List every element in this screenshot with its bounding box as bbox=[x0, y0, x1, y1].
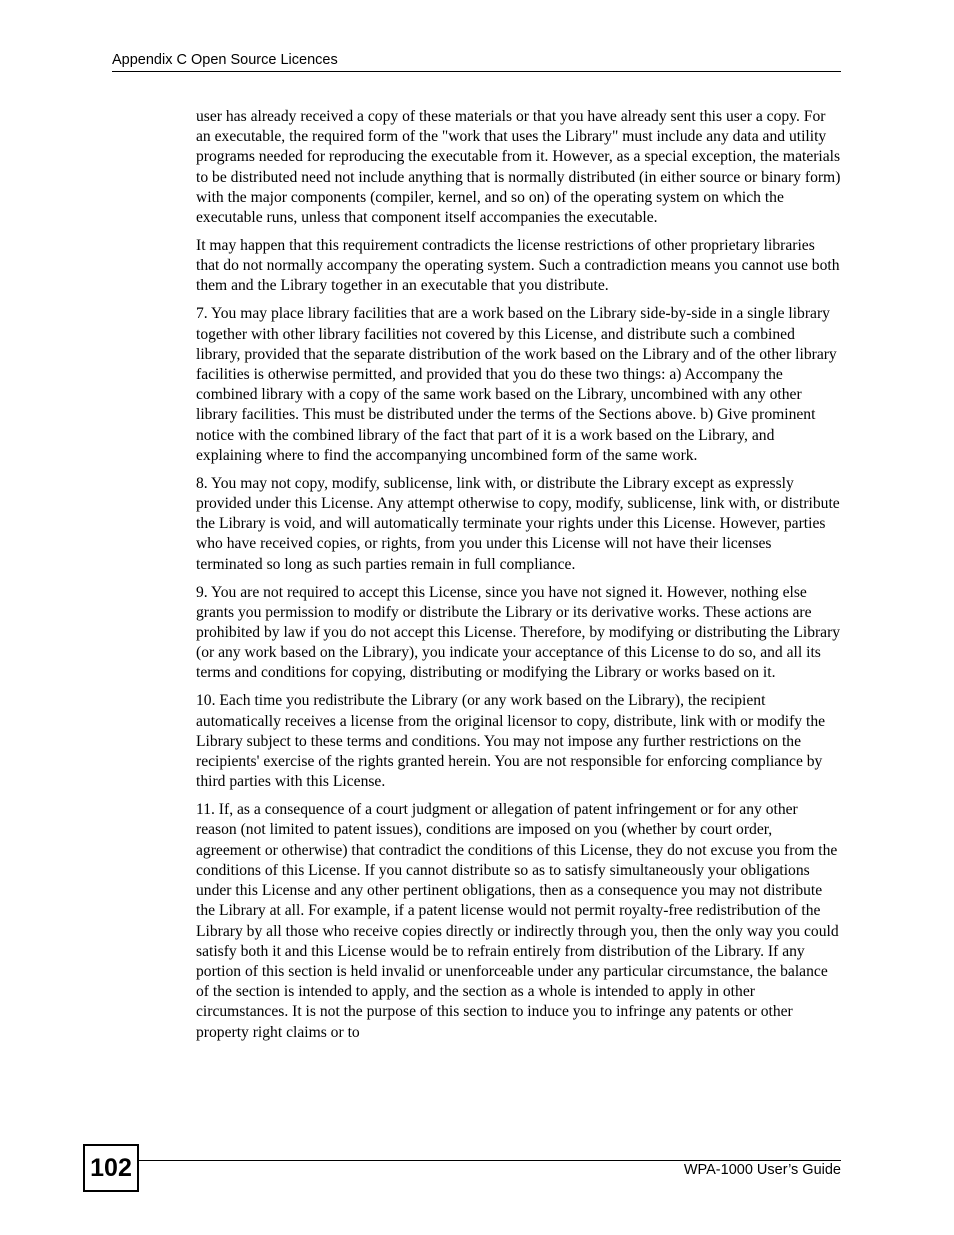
paragraph-section-11: 11. If, as a consequence of a court judgment or allegation of patent infringement or for any other reason (not limited to patent issues), conditions are imposed on you (whether by court order, agreement or otherwise) that contradict the conditions of this License, they do not excuse you from the conditions of this License. If you cannot distribute so as to satisfy simultaneously your obligations under this License and any other pertinent obligations, then as a consequence you may not distribute the Library at all. For example, if a patent license would not permit royalty-free redistribution of the Library by all those who receive copies directly or indirectly through you, then the only way you could satisfy both it and this License would be to refrain entirely from distribution of the Library. If any portion of this section is held invalid or unenforceable under any particular circumstance, the balance of the section is intended to apply, and the section as a whole is intended to apply in other circumstances. It is not the purpose of this section to induce you to infringe any patents or other property right claims or to bbox=[196, 801, 839, 1041]
license-body bbox=[196, 107, 841, 1051]
paragraph-section-7: 7. You may place library facilities that are a work based on the Library side-by-side in a single library together with other library facilities not covered by this License, and distribute such a combined library, provided that the separate distribution of the work based on the Library and of the other library facilities is otherwise permitted, and provided that you do these two things: a) Accompany the combined library with a copy of the same work based on the Library, uncombined with any other library facilities. This must be distributed under the terms of the Sections above. b) Give prominent notice with the combined library of the fact that part of it is a work based on the Library, and explaining where to find the accompanying uncombined form of the same work. bbox=[196, 305, 837, 464]
paragraph-section-10: 10. Each time you redistribute the Library (or any work based on the Library), the recipient automatically receives a license from the original licensor to copy, distribute, link with or modify the Library subject to these terms and conditions. You may not impose any further restrictions on the recipients' exercise of the rights granted herein. You are not responsible for enforcing compliance by third parties with this License. bbox=[196, 692, 826, 791]
paragraph-section-8: 8. You may not copy, modify, sublicense, link with, or distribute the Library except as expressly provided under this License. Any attempt otherwise to copy, modify, sublicense, link with, or distribute the Library is void, and will automatically terminate your rights under this License. However, parties who have received copies, or rights, from you under this License will not have their licenses terminated so long as such parties remain in full compliance. bbox=[196, 474, 840, 573]
header-divider bbox=[112, 71, 841, 72]
page-number: 102 bbox=[83, 1144, 139, 1192]
footer-divider bbox=[139, 1160, 841, 1161]
running-header: Appendix C Open Source Licences bbox=[112, 52, 338, 68]
paragraph-section-9: 9. You are not required to accept this License, since you have not signed it. However, nothing else grants you permission to modify or distribute the Library or its derivative works. These actions are prohibited by law if you do not accept this License. Therefore, by modifying or distributing the Library (or any work based on the Library), you indicate your acceptance of this License to do so, and all its terms and conditions for copying, distributing or modifying the Library or works based on it. bbox=[196, 583, 841, 682]
paragraph-executable-materials: user has already received a copy of these materials or that you have already sent this user a copy. For an executable, the required form of the "work that uses the Library" must include any data and utility programs needed for reproducing the executable from it. However, as a special exception, the materials to be distributed need not include anything that is normally distributed (in either source or binary form) with the major components (compiler, kernel, and so on) of the operating system on which the executable runs, unless that component itself accompanies the executable. bbox=[196, 108, 841, 227]
guide-title: WPA-1000 User’s Guide bbox=[683, 1162, 841, 1178]
paragraph-proprietary-libraries: It may happen that this requirement contradicts the license restrictions of other proprietary libraries that do not normally accompany the operating system. Such a contradiction means you cannot use both them and the Library together in an executable that you distribute. bbox=[196, 237, 840, 295]
